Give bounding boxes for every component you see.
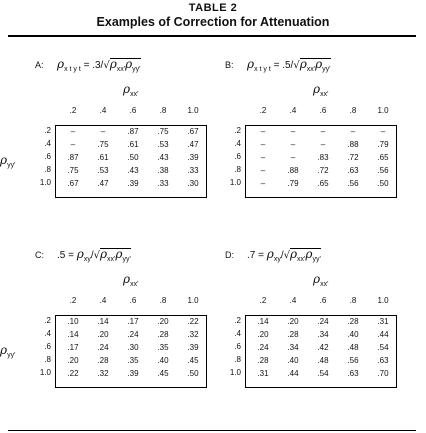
table-cell: .24	[97, 343, 109, 352]
column-value: .8	[159, 106, 167, 115]
column-header-subscript: xx'	[130, 91, 139, 98]
table-cell: .30	[187, 179, 199, 188]
table-cell: .39	[187, 343, 199, 352]
table-cell: .24	[317, 317, 329, 326]
table-cell: .61	[97, 153, 109, 162]
table-cell: –	[290, 153, 296, 162]
formula-rho: ρ	[125, 57, 133, 71]
table-title: Examples of Correction for Attenuation	[96, 15, 330, 29]
column-header	[313, 272, 328, 288]
table-cell: .56	[347, 179, 359, 188]
formula-rho: ρ	[115, 247, 123, 261]
rho-symbol: ρ	[123, 82, 131, 96]
table-cell: .79	[377, 140, 389, 149]
table-cell: .20	[257, 330, 269, 339]
table-cell: .48	[347, 343, 359, 352]
row-header-subscript: yy'	[7, 352, 16, 359]
formula-radicand	[300, 58, 331, 71]
formula-mid: = .5/	[270, 60, 294, 71]
panel-letter: A:	[35, 60, 44, 70]
formula-radicand	[110, 58, 141, 71]
table-cell: .53	[97, 166, 109, 175]
table-cell: .65	[377, 153, 389, 162]
formula-sub-yy: yy'	[312, 256, 321, 263]
table-cell: .28	[157, 330, 169, 339]
rho-symbol: ρ	[0, 343, 8, 357]
table-cell: .35	[157, 343, 169, 352]
column-value: .2	[69, 296, 77, 305]
formula-sub-xx: xx'	[116, 66, 126, 73]
formula-prefix: .5 =	[57, 250, 77, 261]
panel-d	[225, 247, 426, 420]
table-cell: .20	[157, 317, 169, 326]
column-value: .4	[99, 296, 107, 305]
table-cell: .40	[347, 330, 359, 339]
table-cell: .22	[67, 369, 79, 378]
column-header-subscript: xx'	[320, 281, 329, 288]
column-header-subscript: xx'	[320, 91, 329, 98]
row-value: .6	[234, 152, 241, 161]
table-cell: .45	[157, 369, 169, 378]
table-number: TABLE 2	[188, 2, 238, 14]
table-cell: .20	[97, 330, 109, 339]
panel-letter: B:	[225, 60, 234, 70]
formula-rho-subscript: x t y t	[64, 66, 81, 73]
formula-mid: /	[90, 250, 94, 261]
table-cell: .45	[187, 356, 199, 365]
table-cell: .54	[317, 369, 329, 378]
sqrt-icon: √	[283, 250, 290, 261]
panel-formula	[57, 57, 141, 73]
table-cell: .17	[67, 343, 79, 352]
row-header	[0, 343, 15, 359]
panel-letter: C:	[35, 250, 44, 260]
formula-sub-xx: xx'	[306, 66, 316, 73]
panel-c	[0, 247, 240, 420]
column-value: 1.0	[187, 106, 199, 115]
formula-sub-yy: yy'	[122, 256, 131, 263]
table-cell: .50	[127, 153, 139, 162]
table-cell: .50	[377, 179, 389, 188]
table-cell: –	[320, 140, 326, 149]
row-value: .8	[234, 355, 241, 364]
row-value: .2	[234, 126, 241, 135]
column-value: .4	[289, 296, 297, 305]
table-cell: –	[70, 140, 76, 149]
table-cell: .75	[157, 127, 169, 136]
sqrt-icon: √	[93, 250, 100, 261]
row-value: 1.0	[229, 368, 241, 377]
table-cell: .75	[67, 166, 79, 175]
table-cell: .20	[287, 317, 299, 326]
column-value: 1.0	[187, 296, 199, 305]
table-cell: .44	[287, 369, 299, 378]
column-values	[225, 296, 426, 308]
column-header	[313, 82, 328, 98]
panel-formula	[57, 247, 131, 263]
column-header	[123, 82, 138, 98]
panel-b	[225, 57, 426, 230]
table-cell: .38	[157, 166, 169, 175]
row-value: .6	[44, 152, 51, 161]
formula-sub-xx: xx'	[107, 256, 116, 263]
table-cell: .34	[287, 343, 299, 352]
formula-mid: = .3/	[80, 60, 104, 71]
table-cell: –	[290, 140, 296, 149]
table-cell: .14	[257, 317, 269, 326]
formula-rho: ρ	[247, 57, 255, 71]
formula-rho: ρ	[289, 247, 298, 261]
row-value: .4	[234, 329, 241, 338]
row-value: .6	[44, 342, 51, 351]
table-cell: .63	[347, 166, 359, 175]
row-value: 1.0	[39, 368, 51, 377]
table-cell: .17	[127, 317, 139, 326]
table-cell: .39	[127, 369, 139, 378]
formula-rho: ρ	[109, 57, 117, 71]
table-cell: –	[260, 153, 266, 162]
table-cell: .20	[67, 356, 79, 365]
column-value: .8	[159, 296, 167, 305]
table-cell: .72	[347, 153, 359, 162]
column-value: .6	[129, 296, 137, 305]
table-cell: .43	[157, 153, 169, 162]
formula-prefix: .7 =	[247, 250, 267, 261]
row-value: .2	[234, 316, 241, 325]
table-cell: .40	[287, 356, 299, 365]
row-header	[0, 153, 15, 169]
table-cell: .83	[317, 153, 329, 162]
rho-symbol: ρ	[123, 272, 131, 286]
row-value: .6	[234, 342, 241, 351]
table-cell: .87	[127, 127, 139, 136]
formula-rho-subscript: xy	[83, 256, 91, 263]
sqrt-icon: √	[293, 60, 300, 71]
table-cell: .44	[377, 330, 389, 339]
table-cell: .28	[347, 317, 359, 326]
top-rule	[8, 35, 416, 37]
table-cell: –	[70, 127, 76, 136]
column-values	[35, 296, 240, 308]
table-cell: .22	[187, 317, 199, 326]
table-cell: .75	[97, 140, 109, 149]
rho-symbol: ρ	[0, 153, 8, 167]
table-cell: .32	[97, 369, 109, 378]
row-value: .4	[234, 139, 241, 148]
table-cell: .33	[187, 166, 199, 175]
column-values	[225, 106, 426, 118]
formula-mid: /	[280, 250, 284, 261]
table-cell: .87	[67, 153, 79, 162]
table-cell: .48	[317, 356, 329, 365]
table-cell: .34	[317, 330, 329, 339]
table-cell: –	[260, 140, 266, 149]
table-cell: .30	[127, 343, 139, 352]
table-cell: .28	[287, 330, 299, 339]
row-value: 1.0	[229, 178, 241, 187]
table-cell: .47	[97, 179, 109, 188]
row-value: 1.0	[39, 178, 51, 187]
table-cell: .39	[187, 153, 199, 162]
table-cell: .53	[157, 140, 169, 149]
table-cell: .14	[97, 317, 109, 326]
table-cell: .10	[67, 317, 79, 326]
table-cell: .63	[347, 369, 359, 378]
panel-formula	[247, 57, 331, 73]
table-cell: –	[260, 127, 266, 136]
column-value: .8	[349, 296, 357, 305]
formula-rho: ρ	[315, 57, 323, 71]
column-value: .2	[69, 106, 77, 115]
table-cell: –	[380, 127, 386, 136]
column-header-subscript: xx'	[130, 281, 139, 288]
column-value: .6	[129, 106, 137, 115]
column-values	[35, 106, 240, 118]
bottom-rule	[8, 430, 416, 431]
row-value: .8	[44, 355, 51, 364]
table-cell: .61	[127, 140, 139, 149]
table-cell: .67	[67, 179, 79, 188]
table-cell: .88	[347, 140, 359, 149]
table-cell: .70	[377, 369, 389, 378]
table-cell: –	[100, 127, 106, 136]
table-cell: .33	[157, 179, 169, 188]
table-cell: .56	[347, 356, 359, 365]
table-cell: .63	[377, 356, 389, 365]
rho-symbol: ρ	[313, 82, 321, 96]
column-header	[123, 272, 138, 288]
formula-radicand	[290, 248, 321, 261]
table-cell: .28	[97, 356, 109, 365]
table-cell: .54	[377, 343, 389, 352]
row-value: .4	[44, 139, 51, 148]
table-cell: .35	[127, 356, 139, 365]
table-cell: .14	[67, 330, 79, 339]
column-value: .6	[319, 296, 327, 305]
column-value: 1.0	[377, 296, 389, 305]
formula-rho-subscript: x t y t	[254, 66, 271, 73]
table-cell: .88	[287, 166, 299, 175]
row-value: .2	[44, 316, 51, 325]
formula-rho: ρ	[99, 247, 108, 261]
table-cell: –	[260, 179, 266, 188]
table-cell: .39	[127, 179, 139, 188]
formula-sub-yy: yy'	[322, 66, 331, 73]
panel-formula	[247, 247, 321, 263]
table-cell: .47	[187, 140, 199, 149]
formula-rho: ρ	[76, 247, 84, 261]
table-cell: .67	[187, 127, 199, 136]
table-cell: .24	[257, 343, 269, 352]
column-value: .2	[259, 106, 267, 115]
table-cell: –	[350, 127, 356, 136]
formula-rho: ρ	[57, 57, 65, 71]
table-cell: .31	[377, 317, 389, 326]
formula-sub-xx: xx'	[297, 256, 306, 263]
table-cell: .72	[317, 166, 329, 175]
panel-letter: D:	[225, 250, 234, 260]
table-cell: .31	[257, 369, 269, 378]
formula-rho-subscript: xy	[273, 256, 281, 263]
table-cell: .40	[157, 356, 169, 365]
column-value: .6	[319, 106, 327, 115]
column-value: .8	[349, 106, 357, 115]
column-value: 1.0	[377, 106, 389, 115]
formula-rho: ρ	[305, 247, 313, 261]
table-cell: .42	[317, 343, 329, 352]
table-cell: –	[260, 166, 266, 175]
formula-rho: ρ	[266, 247, 274, 261]
table-cell: .43	[127, 166, 139, 175]
row-value: .8	[44, 165, 51, 174]
row-header-subscript: yy'	[7, 162, 16, 169]
row-value: .2	[44, 126, 51, 135]
formula-radicand	[100, 248, 131, 261]
table-cell: .79	[287, 179, 299, 188]
sqrt-icon: √	[103, 60, 110, 71]
row-value: .4	[44, 329, 51, 338]
table-cell: .50	[187, 369, 199, 378]
table-cell: .32	[187, 330, 199, 339]
table-cell: .65	[317, 179, 329, 188]
table-cell: –	[320, 127, 326, 136]
column-value: .4	[289, 106, 297, 115]
rho-symbol: ρ	[313, 272, 321, 286]
formula-rho: ρ	[299, 57, 307, 71]
table-cell: .56	[377, 166, 389, 175]
row-value: .8	[234, 165, 241, 174]
table-cell: –	[290, 127, 296, 136]
table-cell: .28	[257, 356, 269, 365]
column-value: .4	[99, 106, 107, 115]
table-cell: .24	[127, 330, 139, 339]
formula-sub-yy: yy'	[132, 66, 141, 73]
column-value: .2	[259, 296, 267, 305]
panel-a	[0, 57, 240, 230]
